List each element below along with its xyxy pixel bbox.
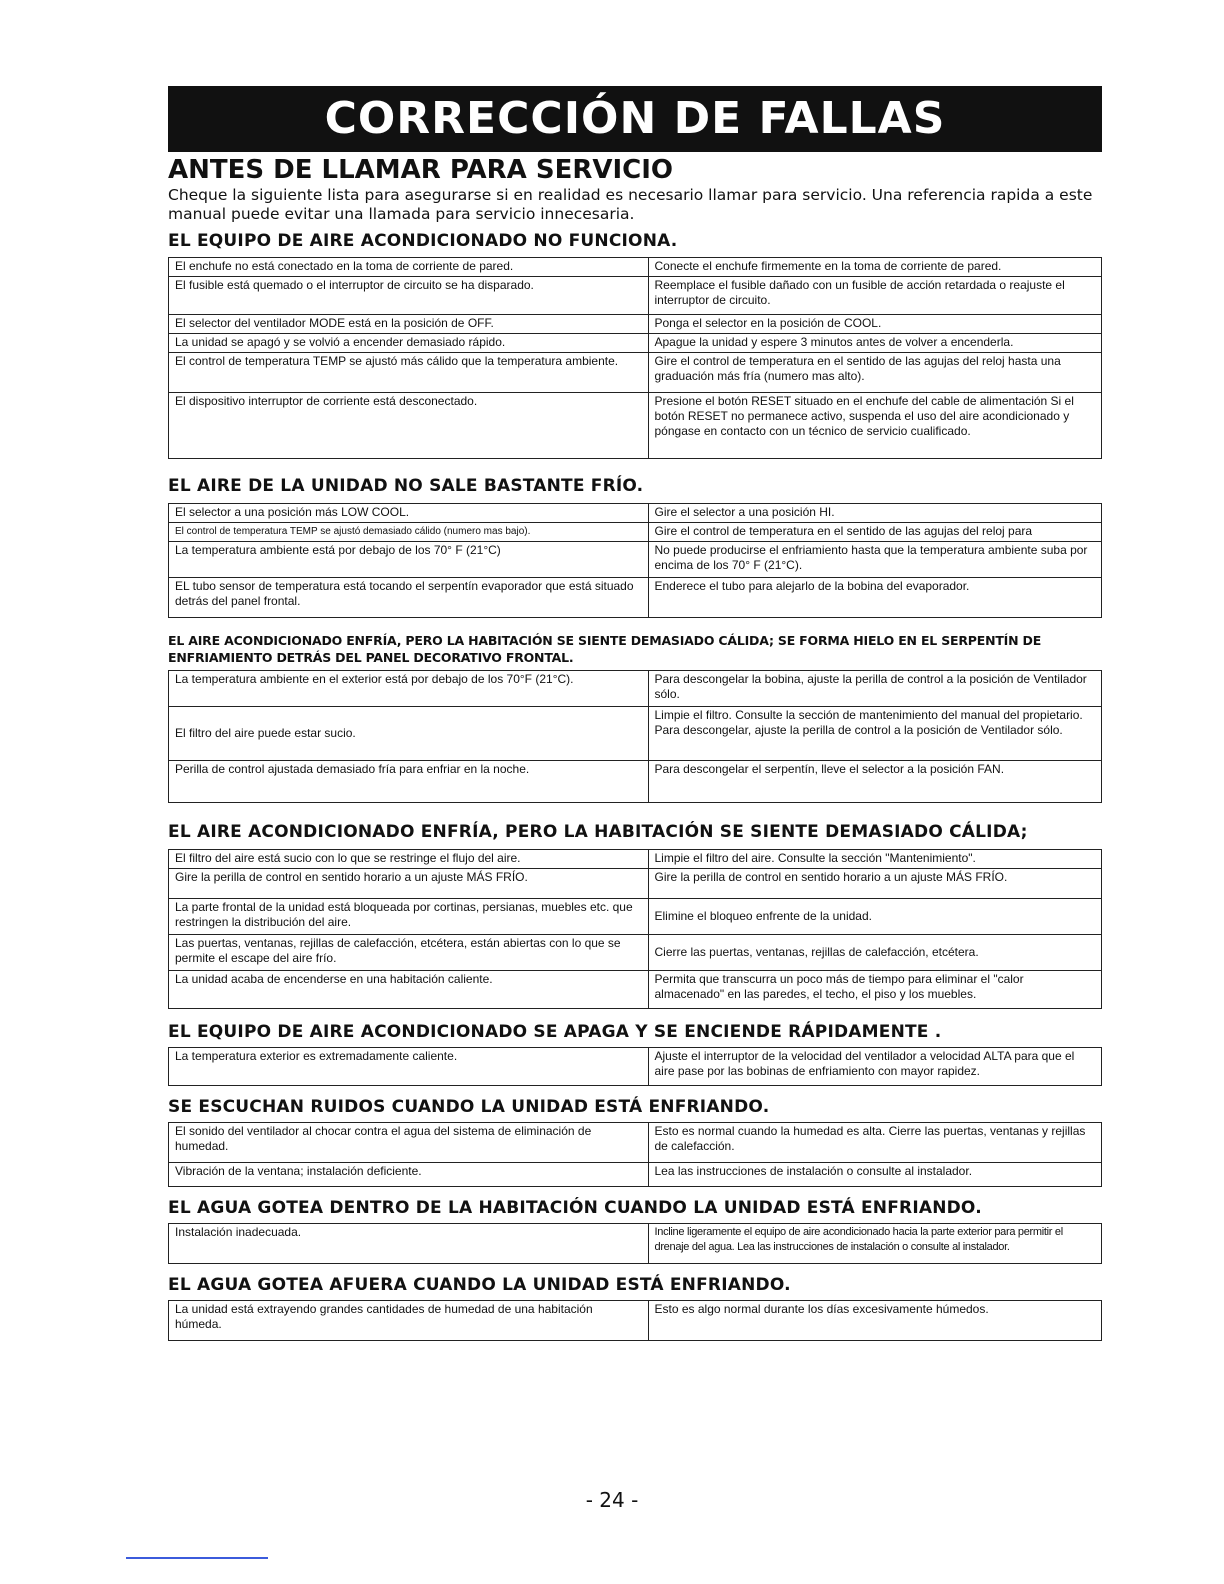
solution-cell: No puede producirse el enfriamiento hasta que la temperatura ambiente suba por encima de los 70° F (21°C).: [648, 542, 1102, 578]
problem-cell: El control de temperatura TEMP se ajustó más cálido que la temperatura ambiente.: [169, 353, 649, 393]
problem-cell: El sonido del ventilador al chocar contra el agua del sistema de eliminación de humedad.: [169, 1123, 649, 1163]
problem-cell: El fusible está quemado o el interruptor de circuito se ha disparado.: [169, 277, 649, 315]
table-row: [169, 315, 1102, 334]
solution-cell: Enderece el tubo para alejarlo de la bobina del evaporador.: [648, 578, 1102, 618]
troubleshooting-table: [168, 1223, 1102, 1264]
problem-cell: Perilla de control ajustada demasiado fría para enfriar en la noche.: [169, 761, 649, 803]
problem-cell: El selector del ventilador MODE está en la posición de OFF.: [169, 315, 649, 334]
solution-cell: Incline ligeramente el equipo de aire acondicionado hacia la parte exterior para permitir el drenaje del agua. Lea las instrucciones de instalación o consulte al instalador.: [648, 1224, 1102, 1264]
problem-cell: Las puertas, ventanas, rejillas de calefacción, etcétera, están abiertas con lo que se permite el escape del aire frío.: [169, 935, 649, 971]
section-title: EL AIRE ACONDICIONADO ENFRÍA, PERO LA HABITACIÓN SE SIENTE DEMASIADO CÁLIDA; SE FORMA HIELO EN EL SERPENTÍN DE ENFRIAMIENTO DETRÁS DEL PANEL DECORATIVO FRONTAL.: [168, 633, 1042, 665]
page-number: - 24 -: [585, 1488, 639, 1512]
solution-cell: Ponga el selector en la posición de COOL.: [648, 315, 1102, 334]
table-row: [169, 971, 1102, 1009]
table-row: [169, 578, 1102, 618]
solution-cell: Para descongelar el serpentín, lleve el selector a la posición FAN.: [648, 761, 1102, 803]
table-row: [169, 707, 1102, 761]
problem-cell: La temperatura ambiente está por debajo de los 70° F (21°C): [169, 542, 649, 578]
problem-cell: Instalación inadecuada.: [169, 1224, 649, 1264]
solution-cell: Presione el botón RESET situado en el enchufe del cable de alimentación Si el botón RESET no permanece activo, suspenda el uso del aire acondicionado y póngase en contacto con un técnico de servicio cualificado.: [648, 393, 1102, 459]
table-row: [169, 353, 1102, 393]
solution-cell: Apague la unidad y espere 3 minutos antes de volver a encenderla.: [648, 334, 1102, 353]
table-row: [169, 850, 1102, 869]
solution-cell: Conecte el enchufe firmemente en la toma de corriente de pared.: [648, 258, 1102, 277]
problem-cell: Gire la perilla de control en sentido horario a un ajuste MÁS FRÍO.: [169, 869, 649, 899]
table-row: [169, 277, 1102, 315]
troubleshooting-content: [168, 154, 1102, 1341]
table-row: [169, 671, 1102, 707]
solution-cell: Gire el control de temperatura en el sentido de las agujas del reloj para: [648, 523, 1102, 542]
troubleshooting-table: [168, 503, 1102, 618]
table-row: [169, 935, 1102, 971]
problem-cell: El dispositivo interruptor de corriente está desconectado.: [169, 393, 649, 459]
solution-cell: Esto es normal cuando la humedad es alta. Cierre las puertas, ventanas y rejillas de calefacción.: [648, 1123, 1102, 1163]
troubleshooting-table: [168, 1047, 1102, 1086]
table-row: [169, 869, 1102, 899]
page-banner: CORRECCIÓN DE FALLAS: [168, 86, 1102, 152]
problem-cell: La temperatura ambiente en el exterior está por debajo de los 70°F (21°C).: [169, 671, 649, 707]
solution-cell: Gire la perilla de control en sentido horario a un ajuste MÁS FRÍO.: [648, 869, 1102, 899]
page-heading: ANTES DE LLAMAR PARA SERVICIO: [168, 155, 674, 185]
table-row: [169, 1163, 1102, 1187]
section-title: EL EQUIPO DE AIRE ACONDICIONADO SE APAGA Y SE ENCIENDE RÁPIDAMENTE .: [168, 1022, 942, 1042]
table-row: [169, 334, 1102, 353]
intro-text: Cheque la siguiente lista para asegurarse si en realidad es necesario llamar para servicio. Una referencia rapida a este manual puede evitar una llamada para servicio innecesaria.: [168, 186, 1093, 223]
troubleshooting-table: [168, 257, 1102, 459]
table-row: [169, 1224, 1102, 1264]
solution-cell: Gire el selector a una posición HI.: [648, 504, 1102, 523]
section-title: EL EQUIPO DE AIRE ACONDICIONADO NO FUNCIONA.: [168, 231, 678, 251]
troubleshooting-table: [168, 849, 1102, 1009]
table-row: [169, 504, 1102, 523]
problem-cell: La unidad acaba de encenderse en una habitación caliente.: [169, 971, 649, 1009]
solution-cell: Reemplace el fusible dañado con un fusible de acción retardada o reajuste el interruptor de circuito.: [648, 277, 1102, 315]
footer-rule: [126, 1557, 268, 1559]
solution-cell: Cierre las puertas, ventanas, rejillas de calefacción, etcétera.: [648, 935, 1102, 971]
table-row: [169, 393, 1102, 459]
table-row: [169, 542, 1102, 578]
troubleshooting-table: [168, 1122, 1102, 1187]
problem-cell: La parte frontal de la unidad está bloqueada por cortinas, persianas, muebles etc. que restringen la distribución del aire.: [169, 899, 649, 935]
solution-cell: Elimine el bloqueo enfrente de la unidad.: [648, 899, 1102, 935]
solution-cell: Limpie el filtro del aire. Consulte la sección "Mantenimiento".: [648, 850, 1102, 869]
solution-cell: Esto es algo normal durante los días excesivamente húmedos.: [648, 1301, 1102, 1341]
problem-cell: La unidad se apagó y se volvió a encender demasiado rápido.: [169, 334, 649, 353]
solution-cell: Lea las instrucciones de instalación o consulte al instalador.: [648, 1163, 1102, 1187]
table-row: [169, 1301, 1102, 1341]
problem-cell: El filtro del aire está sucio con lo que se restringe el flujo del aire.: [169, 850, 649, 869]
problem-cell: La temperatura exterior es extremadamente caliente.: [169, 1048, 649, 1086]
solution-cell: Ajuste el interruptor de la velocidad del ventilador a velocidad ALTA para que el aire pase por las bobinas de enfriamiento con mayor rapidez.: [648, 1048, 1102, 1086]
problem-cell: EL tubo sensor de temperatura está tocando el serpentín evaporador que está situado detrás del panel frontal.: [169, 578, 649, 618]
table-row: [169, 761, 1102, 803]
troubleshooting-table: [168, 670, 1102, 803]
problem-cell: El filtro del aire puede estar sucio.: [169, 707, 649, 761]
problem-cell: Vibración de la ventana; instalación deficiente.: [169, 1163, 649, 1187]
table-row: [169, 1123, 1102, 1163]
solution-cell: Limpie el filtro. Consulte la sección de mantenimiento del manual del propietario. Para descongelar, ajuste la perilla de control a la posición de Ventilador sólo.: [648, 707, 1102, 761]
problem-cell: El selector a una posición más LOW COOL.: [169, 504, 649, 523]
section-title: EL AGUA GOTEA AFUERA CUANDO LA UNIDAD ESTÁ ENFRIANDO.: [168, 1275, 791, 1295]
troubleshooting-table: [168, 1300, 1102, 1341]
table-row: [169, 899, 1102, 935]
section-title: EL AIRE DE LA UNIDAD NO SALE BASTANTE FRÍO.: [168, 476, 644, 496]
section-title: SE ESCUCHAN RUIDOS CUANDO LA UNIDAD ESTÁ ENFRIANDO.: [168, 1097, 770, 1117]
solution-cell: Permita que transcurra un poco más de tiempo para eliminar el "calor almacenado" en las paredes, el techo, el piso y los muebles.: [648, 971, 1102, 1009]
problem-cell: El enchufe no está conectado en la toma de corriente de pared.: [169, 258, 649, 277]
table-row: [169, 258, 1102, 277]
section-title: EL AGUA GOTEA DENTRO DE LA HABITACIÓN CUANDO LA UNIDAD ESTÁ ENFRIANDO.: [168, 1198, 982, 1218]
problem-cell: La unidad está extrayendo grandes cantidades de humedad de una habitación húmeda.: [169, 1301, 649, 1341]
problem-cell: El control de temperatura TEMP se ajustó demasiado cálido (numero mas bajo).: [169, 523, 649, 542]
solution-cell: Para descongelar la bobina, ajuste la perilla de control a la posición de Ventilador sólo.: [648, 671, 1102, 707]
section-title: EL AIRE ACONDICIONADO ENFRÍA, PERO LA HABITACIÓN SE SIENTE DEMASIADO CÁLIDA;: [168, 822, 1028, 842]
solution-cell: Gire el control de temperatura en el sentido de las agujas del reloj hasta una graduación más fría (numero mas alto).: [648, 353, 1102, 393]
table-row: [169, 1048, 1102, 1086]
table-row: [169, 523, 1102, 542]
